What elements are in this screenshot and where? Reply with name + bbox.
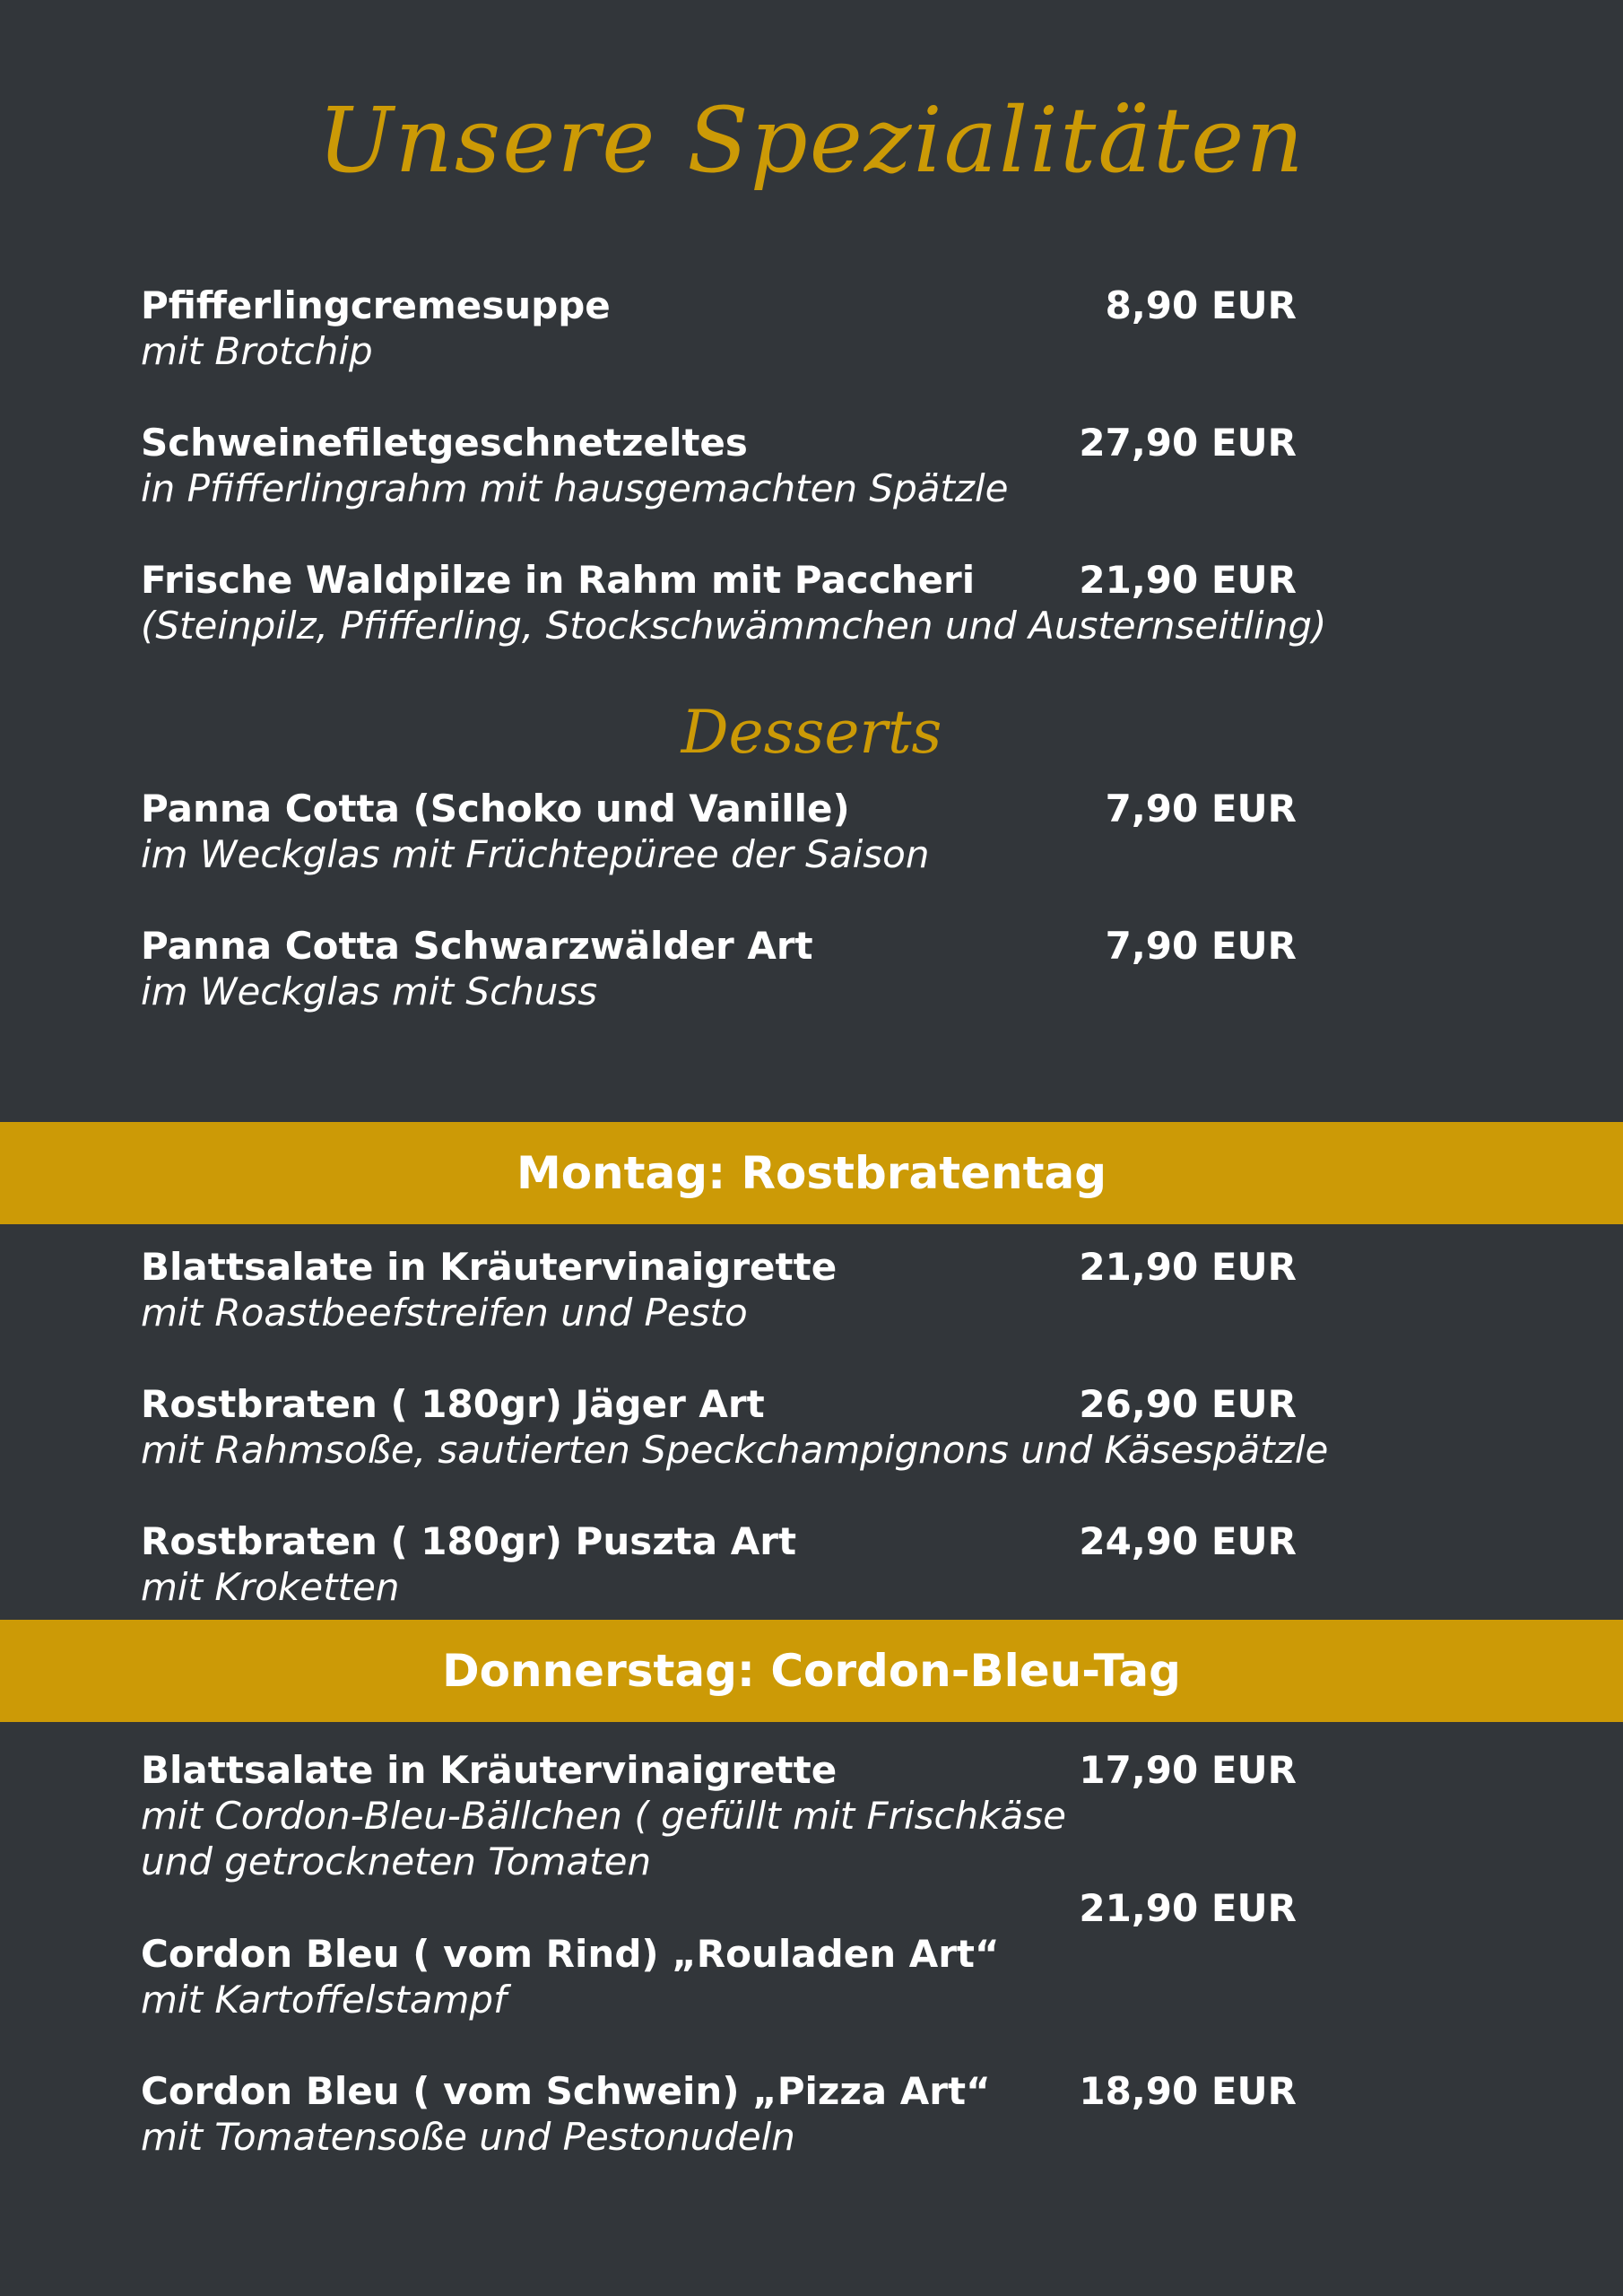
dish-name: Rostbraten ( 180gr) Puszta Art [141,1519,797,1563]
dish-description: im Weckglas mit Früchtepüree der Saison [141,832,930,876]
dish-price: 17,90 EUR [1079,1748,1297,1792]
dish-price: 18,90 EUR [1079,2069,1297,2113]
dish-name: Panna Cotta (Schoko und Vanille) [141,787,850,831]
dish-description: mit Kroketten [141,1565,400,1609]
dish-name: Blattsalate in Kräutervinaigrette [141,1748,838,1792]
dish-name: Pfifferlingcremesuppe [141,283,611,327]
dish-description: in Pfifferlingrahm mit hausgemachten Spätzle [141,466,1009,510]
menu-title: Unsere Spezialitäten [317,88,1306,193]
dish-name: Blattsalate in Kräutervinaigrette [141,1245,838,1289]
monday-title: Montag: Rostbratentag [516,1147,1107,1199]
monday-banner [0,1122,1623,1224]
dish-description: mit Tomatensoße und Pestonudeln [141,2115,795,2159]
dish-description: mit Cordon-Bleu-Bällchen ( gefüllt mit Frischkäse [141,1794,1066,1838]
dish-price: 8,90 EUR [1105,283,1297,327]
dish-description-line2: und getrockneten Tomaten [141,1839,652,1883]
dish-price: 27,90 EUR [1079,421,1297,465]
dish-price: 21,90 EUR [1079,1245,1297,1289]
dish-name: Cordon Bleu ( vom Schwein) „Pizza Art“ [141,2069,991,2113]
dish-name: Panna Cotta Schwarzwälder Art [141,924,813,968]
dish-description: mit Roastbeefstreifen und Pesto [141,1291,748,1335]
dish-price: 7,90 EUR [1105,924,1297,968]
dish-name: Rostbraten ( 180gr) Jäger Art [141,1382,765,1426]
dish-description: im Weckglas mit Schuss [141,970,598,1013]
dish-name: Cordon Bleu ( vom Rind) „Rouladen Art“ [141,1932,1000,1976]
dish-description: (Steinpilz, Pfifferling, Stockschwämmchen und Austernseitling) [141,604,1327,648]
dish-price: 21,90 EUR [1079,1886,1297,1930]
dish-price: 21,90 EUR [1079,558,1297,602]
dish-description: mit Rahmsoße, sautierten Speckchampignons und Käsespätzle [141,1428,1329,1472]
dish-description: mit Brotchip [141,329,373,373]
dish-name: Schweinefiletgeschnetzeltes [141,421,748,465]
dish-price: 7,90 EUR [1105,787,1297,831]
dish-description: mit Kartoffelstampf [141,1978,507,2022]
dish-price: 26,90 EUR [1079,1382,1297,1426]
dish-name: Frische Waldpilze in Rahm mit Paccheri [141,558,976,602]
thursday-title: Donnerstag: Cordon-Bleu-Tag [442,1645,1181,1697]
desserts-title: Desserts [681,698,942,767]
dish-price: 24,90 EUR [1079,1519,1297,1563]
thursday-banner [0,1620,1623,1722]
